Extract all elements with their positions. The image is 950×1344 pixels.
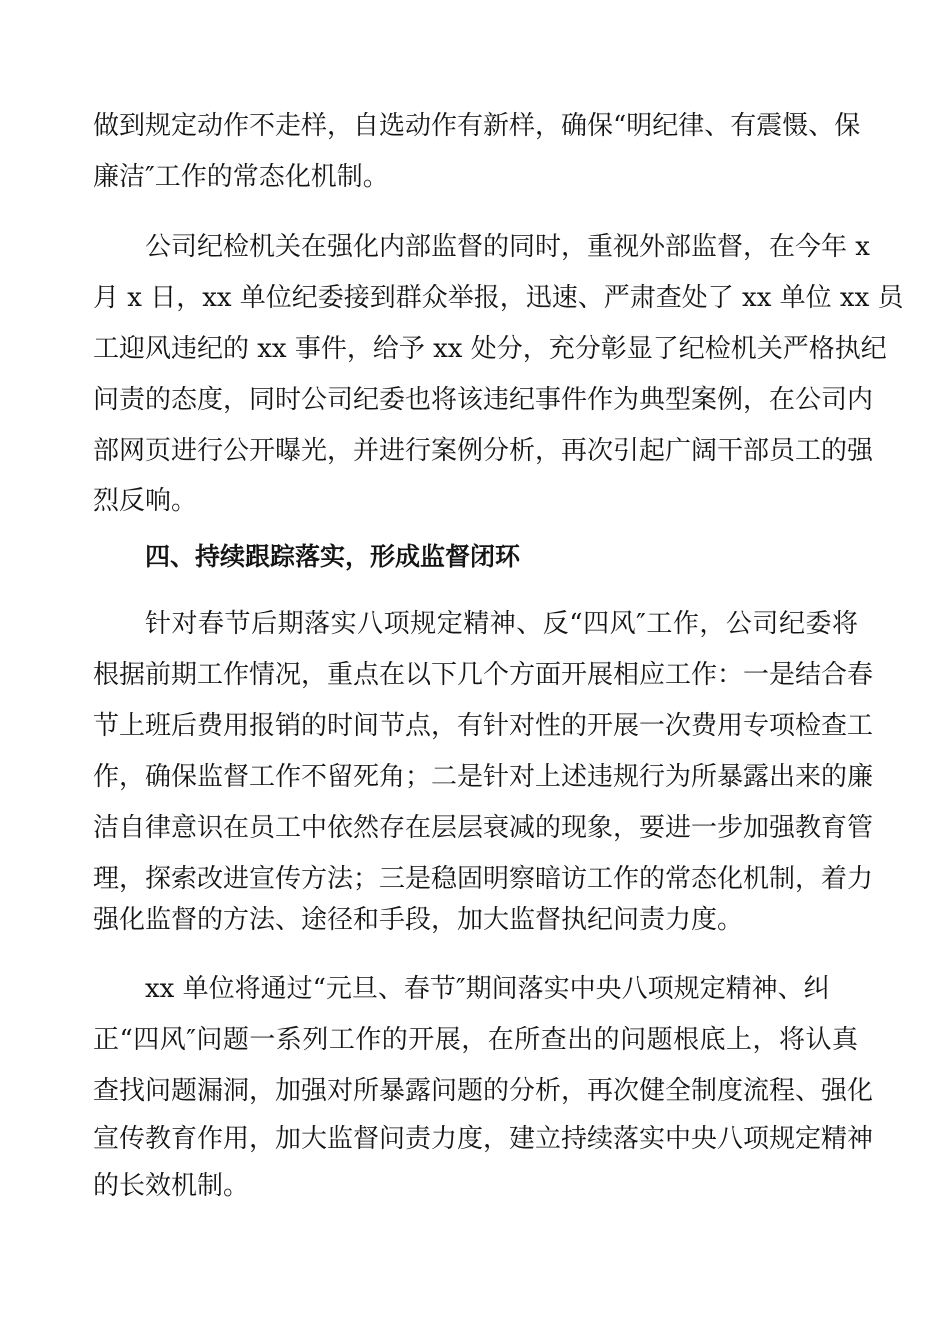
paragraph-4-line-3: 查找问题漏洞，加强对所暴露问题的分析，再次健全制度流程、强化 [93,1076,874,1106]
paragraph-4-line-4: 宣传教育作用，加大监督问责力度，建立持续落实中央八项规定精神 [93,1124,874,1154]
paragraph-3-line-1: 针对春节后期落实八项规定精神、反“四风″工作，公司纪委将 [145,609,858,639]
paragraph-3-line-4: 作，确保监督工作不留死角；二是针对上述违规行为所暴露出来的廉 [93,762,874,792]
paragraph-4-line-5: 的长效机制。 [93,1171,250,1201]
paragraph-2-line-4: 问责的态度，同时公司纪委也将该违纪事件作为典型案例，在公司内 [93,385,874,415]
paragraph-3-line-2: 根据前期工作情况，重点在以下几个方面开展相应工作：一是结合春 [93,660,874,690]
paragraph-2-line-3: 工迎风违纪的 xx 事件，给予 xx 处分，充分彰显了纪检机关严格执纪 [93,334,887,364]
section-heading: 四、持续跟踪落实，形成监督闭环 [145,542,521,571]
paragraph-3-line-7: 强化监督的方法、途径和手段，加大监督执纪问责力度。 [93,905,744,935]
paragraph-1-line-1: 做到规定动作不走样，自选动作有新样，确保“明纪律、有震慑、保 [93,111,861,141]
paragraph-4-line-2: 正“四风″问题一系列工作的开展，在所查出的问题根底上，将认真 [93,1025,858,1055]
paragraph-2-line-1: 公司纪检机关在强化内部监督的同时，重视外部监督，在今年 x [145,232,870,262]
paragraph-2-line-2: 月 x 日，xx 单位纪委接到群众举报，迅速、严肃查处了 xx 单位 xx 员 [93,283,904,313]
paragraph-3-line-3: 节上班后费用报销的时间节点，有针对性的开展一次费用专项检查工 [93,711,874,741]
paragraph-2-line-6: 烈反响。 [93,486,198,516]
paragraph-3-line-6: 理，探索改进宣传方法；三是稳固明察暗访工作的常态化机制，着力 [93,864,874,894]
paragraph-3-line-5: 洁自律意识在员工中依然存在层层衰减的现象，要进一步加强教育管 [93,813,874,843]
paragraph-1-line-2: 廉洁″工作的常态化机制。 [93,162,389,192]
paragraph-2-line-5: 部网页进行公开曝光，并进行案例分析，再次引起广阔干部员工的强 [93,436,874,466]
paragraph-4-line-1: xx 单位将通过“元旦、春节″期间落实中央八项规定精神、纠 [145,974,830,1004]
